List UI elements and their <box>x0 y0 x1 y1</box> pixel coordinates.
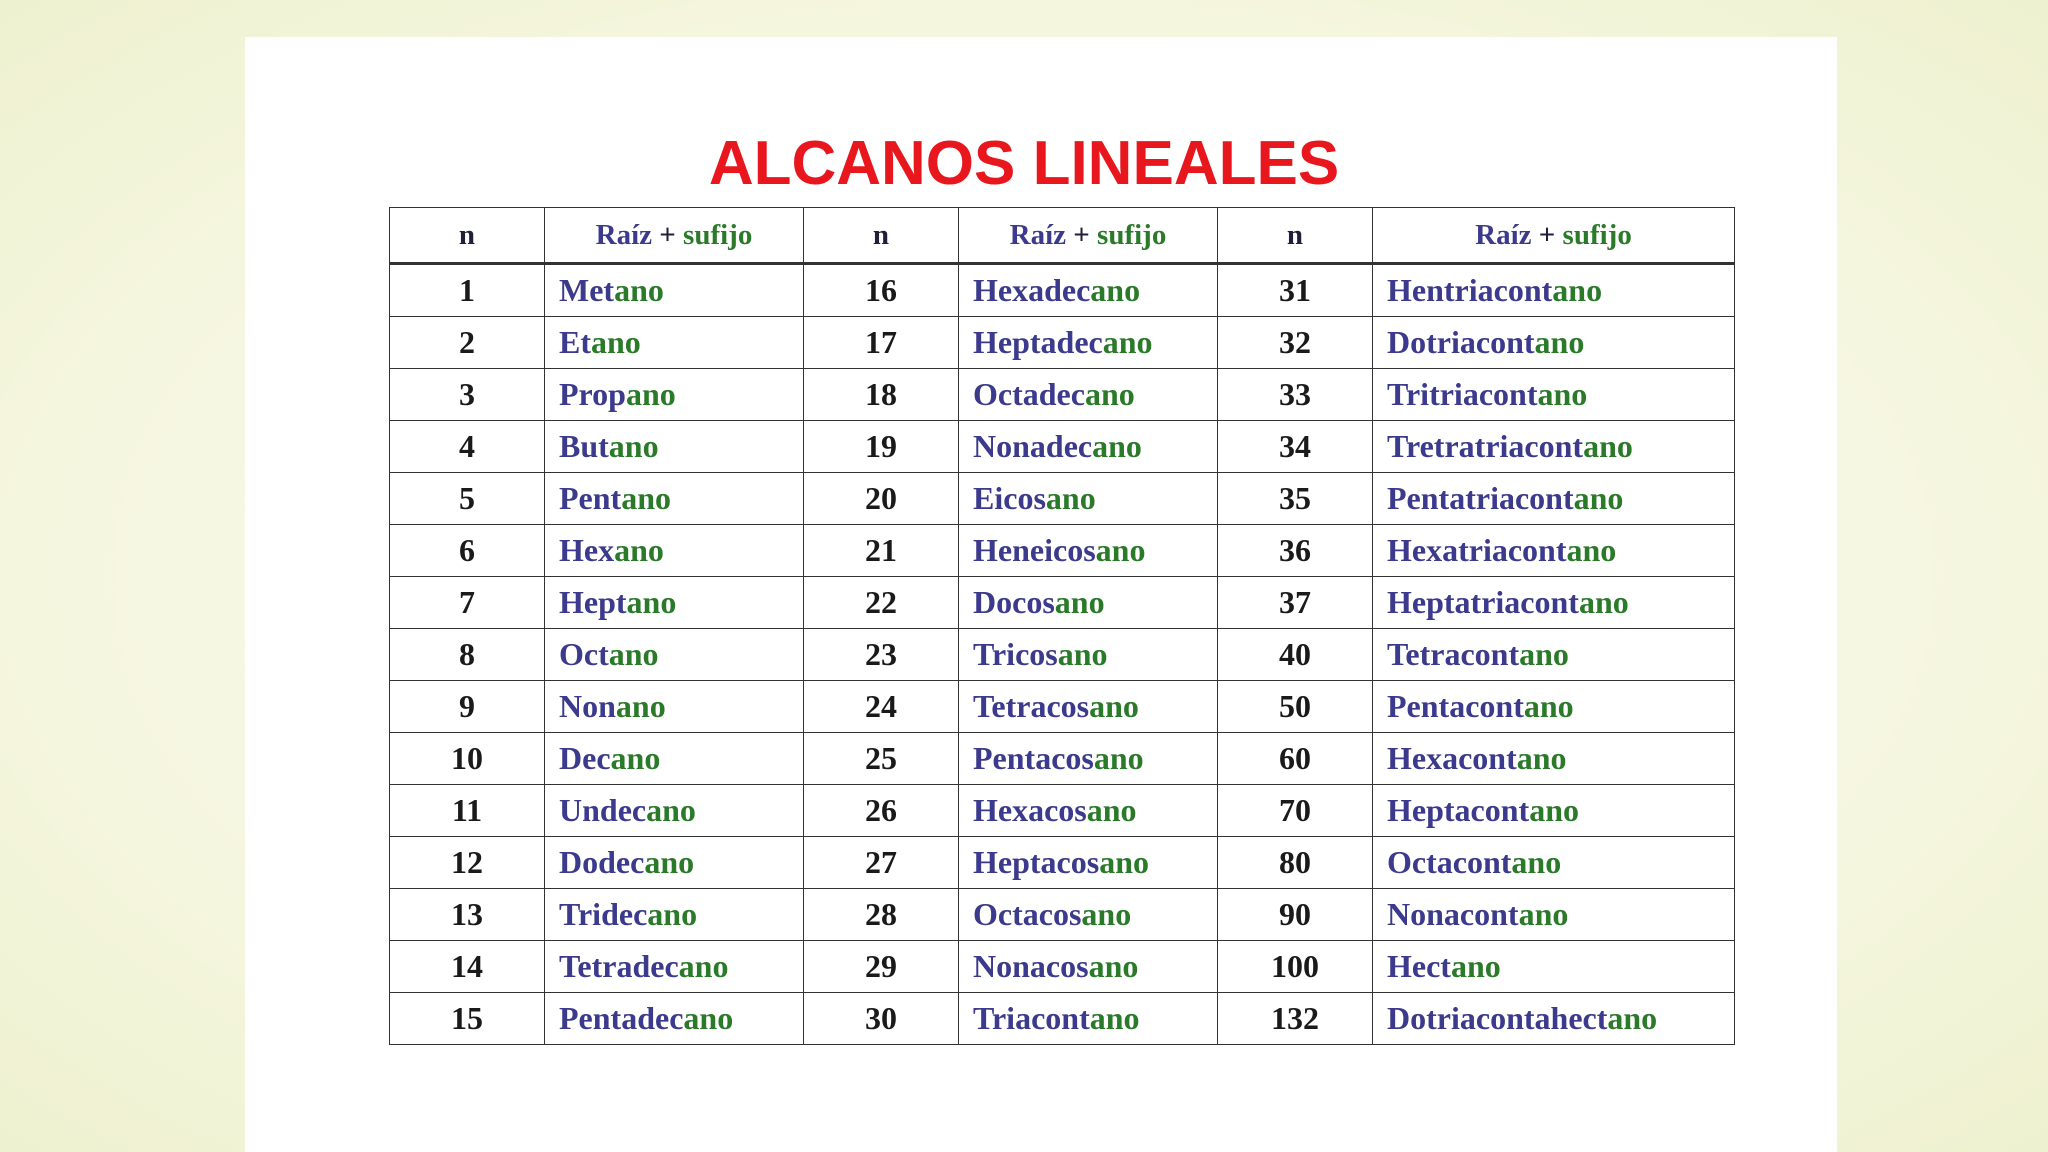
cell-alkane-name <box>1373 681 1735 733</box>
name-suffix: ano <box>1092 428 1142 464</box>
cell-n: 80 <box>1218 837 1373 889</box>
cell-alkane-name <box>545 577 804 629</box>
page-title: ALCANOS LINEALES <box>708 129 1340 198</box>
name-suffix: ano <box>625 376 676 412</box>
cell-n: 4 <box>390 421 545 473</box>
table-row <box>390 421 1735 473</box>
cell-alkane-name <box>959 993 1218 1045</box>
name-suffix: ano <box>608 636 659 672</box>
cell-alkane-name <box>959 525 1218 577</box>
name-suffix: ano <box>1089 688 1139 724</box>
cell-n: 14 <box>390 941 545 993</box>
name-root: Heptacos <box>973 844 1100 880</box>
cell-alkane-name <box>959 577 1218 629</box>
header-root-suffix-1 <box>545 208 804 264</box>
name-suffix: ano <box>1090 272 1141 308</box>
name-root: Hentriacont <box>1387 272 1553 308</box>
cell-alkane-name <box>545 941 804 993</box>
cell-alkane-name <box>959 785 1218 837</box>
cell-alkane-name <box>1373 421 1735 473</box>
name-root: Nonacos <box>973 948 1089 984</box>
table-row <box>390 577 1735 629</box>
table-row <box>390 889 1735 941</box>
cell-n: 29 <box>804 941 959 993</box>
cell-alkane-name <box>545 317 804 369</box>
cell-n: 19 <box>804 421 959 473</box>
cell-alkane-name <box>1373 837 1735 889</box>
cell-alkane-name <box>959 629 1218 681</box>
name-root: Undec <box>559 792 647 828</box>
name-suffix: ano <box>1086 792 1137 828</box>
table-row <box>390 525 1735 577</box>
header-sufijo: sufijo <box>1097 218 1167 251</box>
name-root: Tetradec <box>559 948 679 984</box>
table-header-row <box>390 208 1735 264</box>
name-suffix: ano <box>614 272 664 308</box>
name-suffix: ano <box>1093 740 1144 776</box>
name-root: Hex <box>559 532 615 568</box>
cell-alkane-name <box>1373 473 1735 525</box>
name-root: Hexacos <box>973 792 1087 828</box>
name-root: Pentacont <box>1387 688 1524 724</box>
name-suffix: ano <box>1045 480 1096 516</box>
name-suffix: ano <box>1537 376 1588 412</box>
name-suffix: ano <box>608 428 659 464</box>
cell-alkane-name <box>959 317 1218 369</box>
name-root: Prop <box>559 376 626 412</box>
cell-alkane-name <box>1373 369 1735 421</box>
name-suffix: ano <box>1088 948 1139 984</box>
name-suffix: ano <box>1518 896 1569 932</box>
table-row <box>390 993 1735 1045</box>
name-root: Triacont <box>973 1000 1090 1036</box>
name-suffix: ano <box>1534 324 1585 360</box>
cell-alkane-name <box>545 785 804 837</box>
name-root: Octacont <box>1387 844 1512 880</box>
name-root: Docos <box>973 584 1055 620</box>
cell-n: 23 <box>804 629 959 681</box>
name-suffix: ano <box>626 584 677 620</box>
name-root: Pent <box>559 480 622 516</box>
cell-alkane-name <box>545 369 804 421</box>
cell-n: 60 <box>1218 733 1373 785</box>
cell-n: 28 <box>804 889 959 941</box>
cell-alkane-name <box>545 525 804 577</box>
cell-n: 40 <box>1218 629 1373 681</box>
header-raiz: Raíz <box>595 218 653 251</box>
cell-n: 16 <box>804 264 959 317</box>
name-root: Tetracos <box>973 688 1090 724</box>
table-row <box>390 629 1735 681</box>
header-root-suffix-3 <box>1373 208 1735 264</box>
cell-alkane-name <box>959 264 1218 317</box>
name-suffix: ano <box>1099 844 1149 880</box>
cell-n: 31 <box>1218 264 1373 317</box>
name-root: Pentatriacont <box>1387 480 1574 516</box>
cell-alkane-name <box>1373 889 1735 941</box>
cell-n: 20 <box>804 473 959 525</box>
cell-alkane-name <box>545 889 804 941</box>
cell-alkane-name <box>959 837 1218 889</box>
name-suffix: ano <box>591 324 641 360</box>
table-row <box>390 317 1735 369</box>
cell-n: 24 <box>804 681 959 733</box>
header-n-3: n <box>1218 208 1373 264</box>
name-suffix: ano <box>621 480 671 516</box>
cell-n: 100 <box>1218 941 1373 993</box>
table-row <box>390 473 1735 525</box>
name-root: Eicos <box>973 480 1046 516</box>
name-root: Tritriacont <box>1387 376 1538 412</box>
name-root: Pentadec <box>559 1000 684 1036</box>
cell-n: 35 <box>1218 473 1373 525</box>
name-suffix: ano <box>1057 636 1108 672</box>
name-root: Dec <box>559 740 611 776</box>
name-suffix: ano <box>1081 896 1132 932</box>
name-root: Hexatriacont <box>1387 532 1567 568</box>
name-suffix: ano <box>615 688 666 724</box>
cell-alkane-name <box>959 941 1218 993</box>
name-root: Tricos <box>973 636 1058 672</box>
cell-n: 18 <box>804 369 959 421</box>
name-root: Dodec <box>559 844 645 880</box>
cell-n: 10 <box>390 733 545 785</box>
name-suffix: ano <box>1095 532 1146 568</box>
cell-alkane-name <box>1373 785 1735 837</box>
cell-alkane-name <box>959 889 1218 941</box>
header-sufijo: sufijo <box>683 218 753 251</box>
cell-n: 2 <box>390 317 545 369</box>
cell-alkane-name <box>545 473 804 525</box>
name-root: Hept <box>559 584 627 620</box>
table-row <box>390 681 1735 733</box>
cell-alkane-name <box>545 993 804 1045</box>
header-plus: + <box>1538 218 1556 251</box>
name-suffix: ano <box>1511 844 1562 880</box>
name-root: Heptacont <box>1387 792 1530 828</box>
table-row <box>390 369 1735 421</box>
name-root: Octacos <box>973 896 1082 932</box>
name-root: Dotriacontahect <box>1387 1000 1608 1036</box>
name-suffix: ano <box>647 896 698 932</box>
cell-n: 11 <box>390 785 545 837</box>
header-plus: + <box>1073 218 1090 251</box>
name-suffix: ano <box>1102 324 1153 360</box>
name-root: Octadec <box>973 376 1085 412</box>
name-root: Hexacont <box>1387 740 1517 776</box>
name-suffix: ano <box>614 532 664 568</box>
header-n-1: n <box>390 208 545 264</box>
cell-alkane-name <box>959 369 1218 421</box>
cell-n: 17 <box>804 317 959 369</box>
header-n-2: n <box>804 208 959 264</box>
name-root: Heptatriacont <box>1387 584 1579 620</box>
name-suffix: ano <box>1583 428 1633 464</box>
name-root: Heneicos <box>973 532 1096 568</box>
cell-n: 36 <box>1218 525 1373 577</box>
cell-alkane-name <box>545 681 804 733</box>
cell-n: 132 <box>1218 993 1373 1045</box>
name-root: Tetracont <box>1387 636 1520 672</box>
cell-n: 3 <box>390 369 545 421</box>
cell-alkane-name <box>1373 629 1735 681</box>
cell-alkane-name <box>1373 733 1735 785</box>
cell-alkane-name <box>1373 264 1735 317</box>
name-suffix: ano <box>644 844 695 880</box>
name-suffix: ano <box>1523 688 1574 724</box>
cell-alkane-name <box>545 421 804 473</box>
name-root: But <box>559 428 609 464</box>
name-suffix: ano <box>683 1000 734 1036</box>
name-suffix: ano <box>1529 792 1579 828</box>
cell-alkane-name <box>1373 317 1735 369</box>
header-raiz: Raíz <box>1475 218 1532 251</box>
name-suffix: ano <box>1516 740 1567 776</box>
name-root: Met <box>559 272 615 308</box>
cell-alkane-name <box>1373 577 1735 629</box>
name-root: Tridec <box>559 896 648 932</box>
cell-alkane-name <box>1373 993 1735 1045</box>
cell-n: 13 <box>390 889 545 941</box>
cell-n: 34 <box>1218 421 1373 473</box>
name-root: Nonacont <box>1387 896 1519 932</box>
header-sufijo: sufijo <box>1562 218 1632 251</box>
cell-n: 90 <box>1218 889 1373 941</box>
cell-n: 7 <box>390 577 545 629</box>
name-root: Hexadec <box>973 272 1091 308</box>
name-suffix: ano <box>1084 376 1135 412</box>
name-suffix: ano <box>1607 1000 1658 1036</box>
name-root: Pentacos <box>973 740 1094 776</box>
cell-alkane-name <box>1373 941 1735 993</box>
name-root: Hect <box>1387 948 1451 984</box>
cell-n: 26 <box>804 785 959 837</box>
name-root: Nonadec <box>973 428 1093 464</box>
cell-n: 25 <box>804 733 959 785</box>
cell-alkane-name <box>959 473 1218 525</box>
cell-n: 33 <box>1218 369 1373 421</box>
cell-alkane-name <box>545 264 804 317</box>
cell-n: 12 <box>390 837 545 889</box>
table-body <box>390 264 1735 1045</box>
cell-alkane-name <box>545 837 804 889</box>
name-suffix: ano <box>1450 948 1501 984</box>
cell-alkane-name <box>545 629 804 681</box>
header-plus: + <box>659 218 676 251</box>
header-root-suffix-2 <box>959 208 1218 264</box>
name-suffix: ano <box>1573 480 1624 516</box>
name-root: Dotriacont <box>1387 324 1535 360</box>
name-suffix: ano <box>1552 272 1603 308</box>
cell-n: 6 <box>390 525 545 577</box>
table-row <box>390 733 1735 785</box>
cell-n: 32 <box>1218 317 1373 369</box>
cell-n: 9 <box>390 681 545 733</box>
cell-alkane-name <box>959 733 1218 785</box>
cell-n: 8 <box>390 629 545 681</box>
alkanes-table <box>389 207 1735 1045</box>
table-row <box>390 941 1735 993</box>
name-suffix: ano <box>1054 584 1105 620</box>
cell-n: 1 <box>390 264 545 317</box>
cell-n: 5 <box>390 473 545 525</box>
cell-n: 22 <box>804 577 959 629</box>
name-suffix: ano <box>1578 584 1629 620</box>
name-root: Oct <box>559 636 609 672</box>
name-suffix: ano <box>1566 532 1617 568</box>
cell-alkane-name <box>959 681 1218 733</box>
table-row <box>390 837 1735 889</box>
header-raiz: Raíz <box>1009 218 1067 251</box>
cell-alkane-name <box>1373 525 1735 577</box>
table-row <box>390 785 1735 837</box>
name-root: Tretratriacont <box>1387 428 1584 464</box>
cell-n: 21 <box>804 525 959 577</box>
cell-alkane-name <box>959 421 1218 473</box>
name-root: Non <box>559 688 616 724</box>
cell-n: 15 <box>390 993 545 1045</box>
table-row <box>390 264 1735 317</box>
name-suffix: ano <box>678 948 729 984</box>
name-suffix: ano <box>646 792 696 828</box>
name-suffix: ano <box>610 740 661 776</box>
cell-n: 50 <box>1218 681 1373 733</box>
name-root: Et <box>559 324 591 360</box>
name-root: Heptadec <box>973 324 1103 360</box>
cell-n: 30 <box>804 993 959 1045</box>
name-suffix: ano <box>1519 636 1569 672</box>
cell-n: 70 <box>1218 785 1373 837</box>
name-suffix: ano <box>1089 1000 1140 1036</box>
cell-n: 37 <box>1218 577 1373 629</box>
cell-alkane-name <box>545 733 804 785</box>
cell-n: 27 <box>804 837 959 889</box>
